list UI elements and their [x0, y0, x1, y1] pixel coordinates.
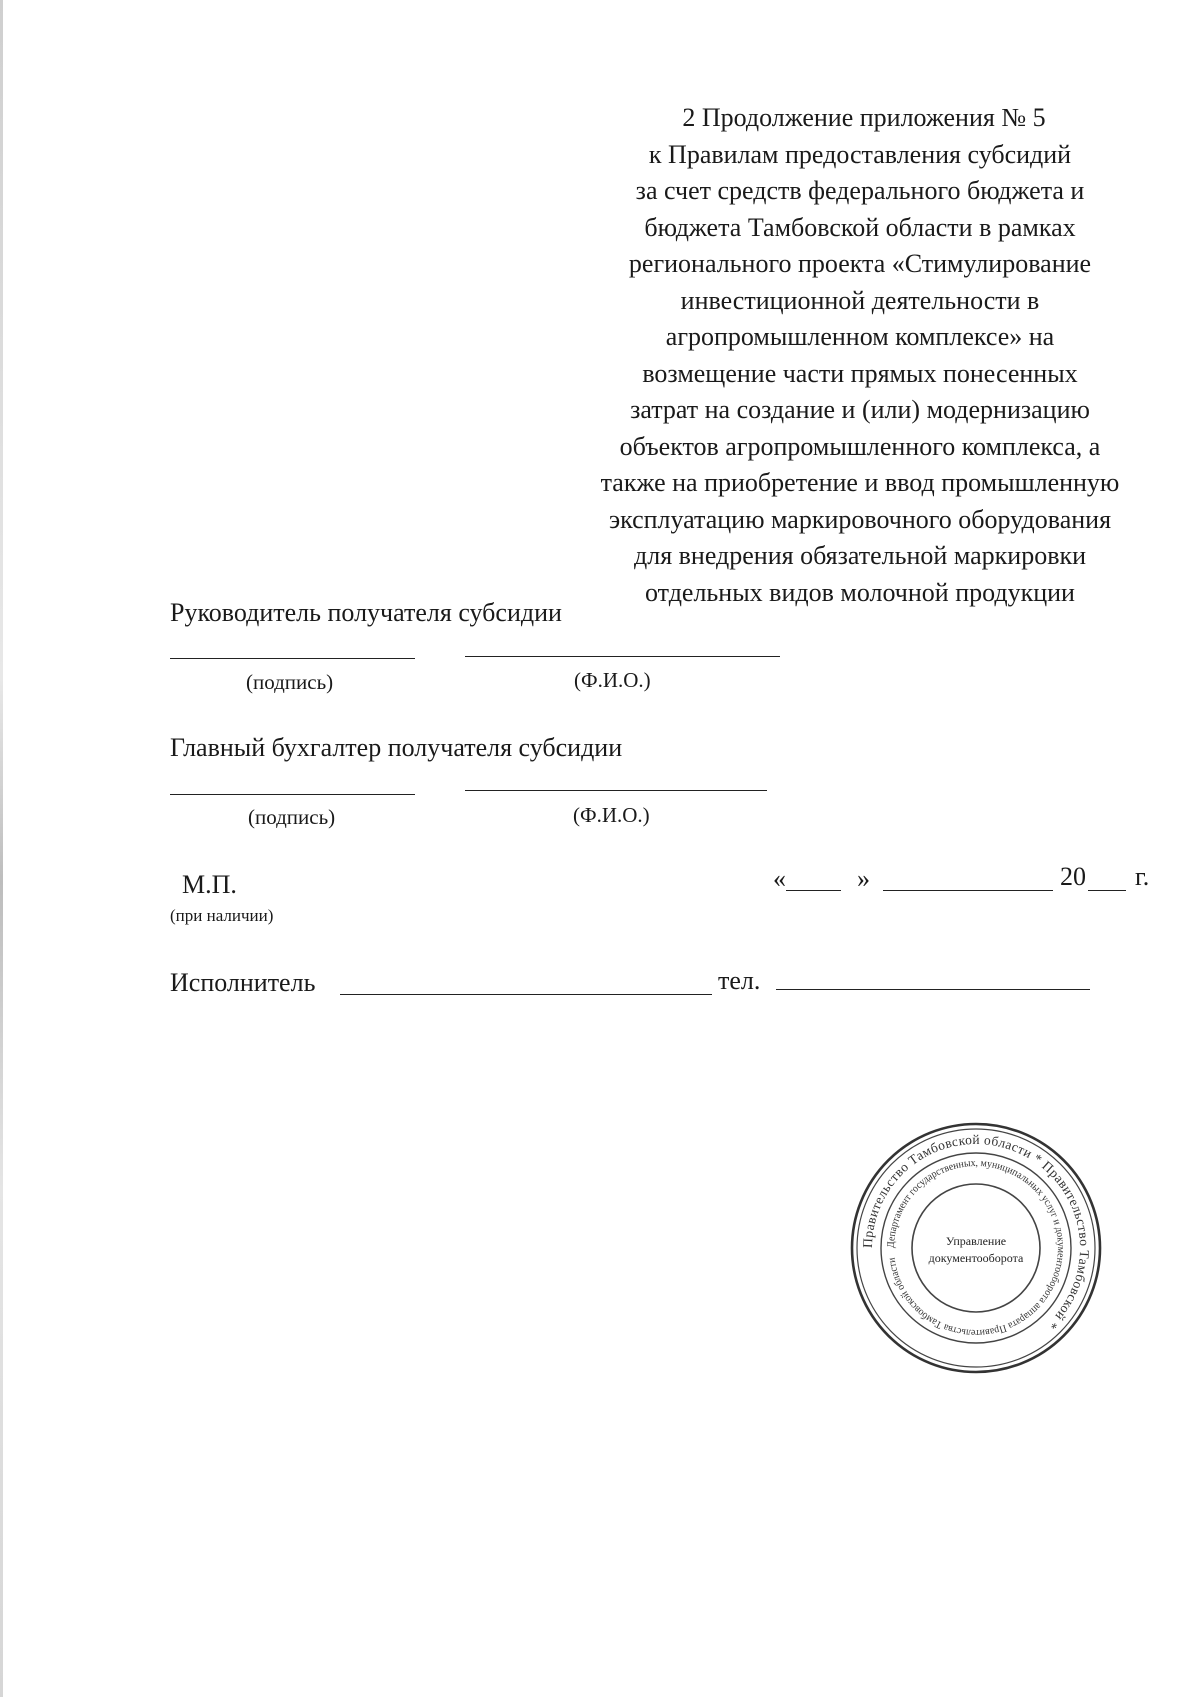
- appendix-header: [560, 100, 1160, 611]
- header-line: отдельных видов молочной продукции: [645, 577, 1075, 607]
- header-line: возмещение части прямых понесенных: [642, 358, 1078, 388]
- date-month-line[interactable]: [883, 890, 1053, 891]
- stamp-outer-text: Правительство Тамбовской области * Правительство Тамбовской *: [859, 1131, 1093, 1333]
- seal-place-label: М.П.: [182, 870, 237, 899]
- date-close-quote: »: [857, 864, 870, 893]
- header-line: 2 Продолжение приложения № 5: [682, 103, 1046, 132]
- accountant-name-caption: (Ф.И.О.): [573, 803, 650, 827]
- date-year-suffix: г.: [1135, 862, 1150, 891]
- header-line: эксплуатацию маркировочного оборудования: [608, 504, 1112, 534]
- stamp-middle-border: [881, 1153, 1071, 1343]
- seal-place-note: (при наличии): [170, 906, 274, 925]
- header-line: для внедрения обязательной маркировки: [633, 541, 1087, 570]
- official-stamp: [848, 1120, 1104, 1376]
- stamp-svg: [848, 1120, 1104, 1376]
- accountant-signature-line[interactable]: [170, 794, 415, 795]
- head-name-line[interactable]: [465, 656, 780, 657]
- header-line: инвестиционной деятельности в: [680, 285, 1040, 315]
- head-signature-line[interactable]: [170, 658, 415, 659]
- executor-line[interactable]: [340, 994, 712, 995]
- date-year-line[interactable]: [1088, 890, 1126, 891]
- header-line: агропромышленном комплексе» на: [665, 322, 1055, 351]
- header-line: объектов агропромышленного комплекса, а: [619, 431, 1101, 461]
- date-open-quote: «: [773, 864, 786, 893]
- scan-edge: [0, 0, 3, 1697]
- stamp-center-line-2: документооборота: [928, 1251, 1024, 1265]
- date-day-line[interactable]: [786, 890, 841, 891]
- stamp-center-line-1: Управление: [945, 1234, 1007, 1248]
- accountant-title: Главный бухгалтер получателя субсидии: [170, 733, 623, 762]
- header-line: также на приобретение и ввод промышленную: [600, 468, 1120, 497]
- head-sign-caption: (подпись): [246, 670, 334, 694]
- head-name-caption: (Ф.И.О.): [574, 668, 651, 692]
- accountant-sign-caption: (подпись): [248, 805, 336, 829]
- phone-label: тел.: [718, 966, 761, 995]
- header-line: затрат на создание и (или) модернизацию: [630, 395, 1090, 424]
- phone-line[interactable]: [776, 989, 1090, 990]
- header-line: за счет средств федерального бюджета и: [635, 176, 1085, 205]
- stamp-middle-text: Департамент государственных, муниципальных услуг и документооборота аппарата Правительства Тамбовской области: [885, 1157, 1067, 1339]
- executor-label: Исполнитель: [170, 968, 316, 997]
- header-line: регионального проекта «Стимулирование: [628, 249, 1092, 278]
- accountant-name-line[interactable]: [465, 790, 767, 791]
- header-line: к Правилам предоставления субсидий: [648, 139, 1072, 169]
- head-title: Руководитель получателя субсидии: [170, 598, 562, 627]
- date-year-prefix: 20: [1060, 862, 1086, 891]
- header-line: бюджета Тамбовской области в рамках: [644, 212, 1076, 242]
- stamp-inner-border: [912, 1184, 1040, 1312]
